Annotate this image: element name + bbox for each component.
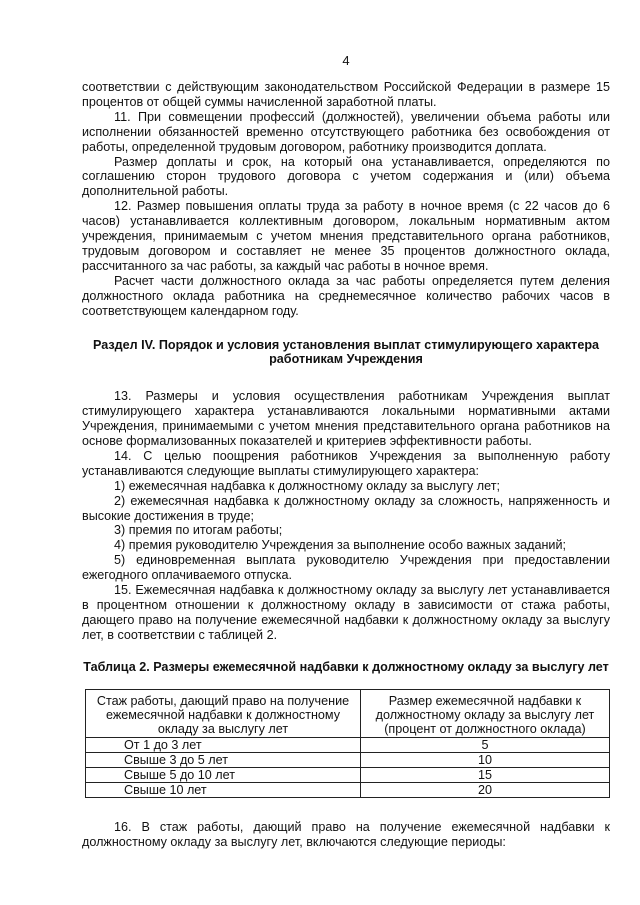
paragraph-item-14: 14. С целью поощрения работников Учреждения за выполненную работу устанавливаются следующие выплаты стимулирующего характера:: [82, 448, 610, 478]
table-row: [86, 752, 610, 767]
table-cell-period: Свыше 5 до 10 лет: [86, 767, 361, 782]
table-header-row: [86, 689, 610, 737]
list-item-1: 1) ежемесячная надбавка к должностному окладу за выслугу лет;: [114, 478, 500, 493]
table-cell-period: Свыше 3 до 5 лет: [86, 752, 361, 767]
list-item-2: 2) ежемесячная надбавка к должностному окладу за сложность, напряженность и высокие достижения в труде;: [82, 493, 610, 523]
table-cell-percent: 20: [361, 782, 610, 797]
page-number: 4: [342, 53, 350, 68]
table-caption: Таблица 2. Размеры ежемесячной надбавки к должностному окладу за выслугу лет: [83, 659, 609, 674]
table-row: [86, 737, 610, 752]
table-row: [86, 782, 610, 797]
paragraph-hourly-calc: Расчет части должностного оклада за час работы определяется путем деления должностного оклада работника на среднемесячное количество рабочих часов в соответствующем календарном году.: [82, 273, 610, 318]
table-row: [86, 767, 610, 782]
section-heading: Раздел IV. Порядок и условия установления выплат стимулирующего характера работникам Учреждения: [92, 337, 600, 367]
list-item-4: 4) премия руководителю Учреждения за выполнение особо важных заданий;: [114, 538, 566, 553]
table-cell-period: Свыше 10 лет: [86, 782, 361, 797]
table-cell-percent: 10: [361, 752, 610, 767]
table-header-percent: Размер ежемесячной надбавки к должностному окладу за выслугу лет (процент от должностного оклада): [361, 689, 610, 737]
table-cell-period: От 1 до 3 лет: [86, 737, 361, 752]
table-cell-percent: 15: [361, 767, 610, 782]
seniority-table: [85, 689, 610, 798]
paragraph-surcharge-size: Размер доплаты и срок, на который она устанавливается, определяются по соглашению сторон трудового договора с учетом содержания и (или) объема дополнительной работы.: [82, 154, 610, 199]
paragraph-item-11: 11. При совмещении профессий (должностей), увеличении объема работы или исполнении обязанностей временно отсутствующего работника без освобождения от работы, определенной трудовым договором, работнику производится доплата.: [82, 109, 610, 154]
paragraph-item-16: 16. В стаж работы, дающий право на получение ежемесячной надбавки к должностному окладу за выслугу лет, включаются следующие периоды:: [82, 819, 610, 849]
paragraph-item-12: 12. Размер повышения оплаты труда за работу в ночное время (с 22 часов до 6 часов) устанавливается коллективным договором, локальным нормативным актом учреждения, принимаемым с учетом мнения представительного органа работников, трудовым договором и составляет не менее 35 процентов должностного оклада, рассчитанного за час работы, за каждый час работы в ночное время.: [82, 199, 610, 273]
paragraph-item-13: 13. Размеры и условия осуществления работникам Учреждения выплат стимулирующего характера устанавливаются локальными нормативными актами Учреждения, принимаемыми с учетом мнения представительного органа работников на основе формализованных показателей и критериев эффективности работы.: [82, 389, 610, 449]
table-header-period: Стаж работы, дающий право на получение ежемесячной надбавки к должностному окладу за выслугу лет: [86, 689, 361, 737]
document-body: [82, 80, 610, 849]
paragraph-item-15: 15. Ежемесячная надбавка к должностному окладу за выслугу лет устанавливается в процентном отношении к должностному окладу в зависимости от стажа работы, дающего право на получение ежемесячной надбавки к должностному окладу за выслугу лет, в соответствии с таблицей 2.: [82, 583, 610, 642]
list-item-5: 5) единовременная выплата руководителю Учреждения при предоставлении ежегодного оплачиваемого отпуска.: [82, 553, 610, 583]
paragraph-continuation: соответствии с действующим законодательством Российской Федерации в размере 15 процентов от общей суммы начисленной заработной платы.: [82, 80, 610, 109]
table-cell-percent: 5: [361, 737, 610, 752]
list-item-3: 3) премия по итогам работы;: [114, 523, 283, 538]
